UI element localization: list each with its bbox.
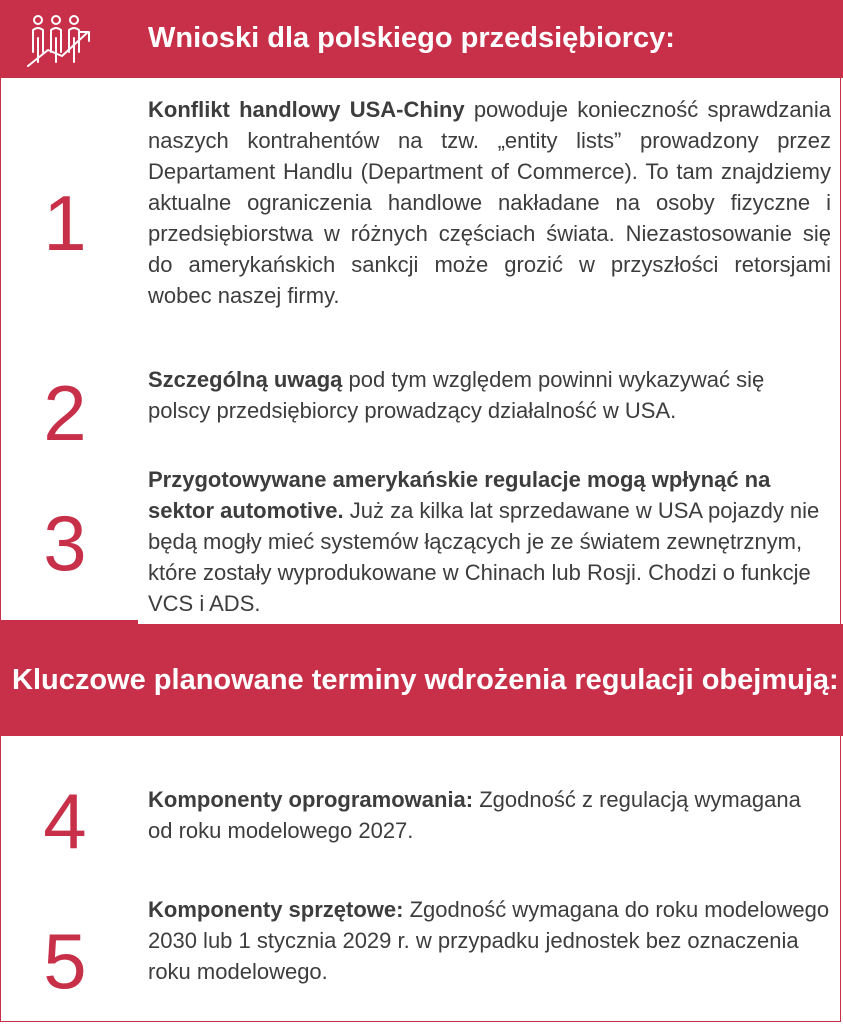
header-title: Wnioski dla polskiego przedsiębiorcy:: [148, 22, 675, 54]
item-number-3: 3: [43, 499, 87, 587]
header-bar: [0, 0, 843, 78]
item-4-bold: Komponenty oprogramowania:: [148, 787, 474, 812]
item-3-body: Już za kilka lat sprzedawane w USA pojazdy nie będą mogły mieć systemów łączących je ze światem zewnętrznym, które zostały wyprodukowane w Chinach lub Rosji. Chodzi o funkcje VCS i ADS.: [148, 498, 820, 616]
item-number-5: 5: [43, 917, 87, 1005]
item-3-text: [148, 464, 831, 619]
people-growth-arrow-icon: [24, 12, 98, 70]
item-5-bold: Komponenty sprzętowe:: [148, 897, 404, 922]
item-3-bold: Przygotowywane amerykańskie regulacje mogą wpłynąć na sektor automotive.: [148, 467, 771, 523]
section2-title: Kluczowe planowane terminy wdrożenia regulacji obejmują:: [12, 664, 839, 696]
item-1-text: [148, 94, 831, 311]
item-number-4: 4: [43, 777, 87, 865]
item-2-text: [148, 364, 831, 426]
item-number-1: 1: [43, 179, 87, 267]
item-1-body: powoduje konieczność sprawdzania naszych kontrahentów na tzw. „entity lists” prowadzony przez Departament Handlu (Department of Commerce). To tam znajdziemy aktualne ograniczenia handlowe nakładane na osoby fizyczne i przedsiębiorstwa w różnych częściach świata. Niezastosowanie się do amerykańskich sankcji może grozić w przyszłości retorsjami wobec naszej firmy.: [148, 97, 831, 308]
item-5-text: [148, 894, 831, 987]
item-number-2: 2: [43, 369, 87, 457]
item-5-body: Zgodność wymagana do roku modelowego 2030 lub 1 stycznia 2029 r. w przypadku jednostek bez oznaczenia roku modelowego.: [148, 897, 830, 984]
section2-header-bar: [0, 624, 843, 736]
item-2-bold: Szczególną uwagą: [148, 367, 343, 392]
item-1-bold: Konflikt handlowy USA-Chiny: [148, 97, 465, 122]
item-4-text: [148, 784, 831, 846]
item-2-body: pod tym względem powinni wykazywać się polscy przedsiębiorcy prowadzący działalność w USA.: [148, 367, 765, 423]
item-4-body: Zgodność z regulacją wymagana od roku modelowego 2027.: [148, 787, 801, 843]
